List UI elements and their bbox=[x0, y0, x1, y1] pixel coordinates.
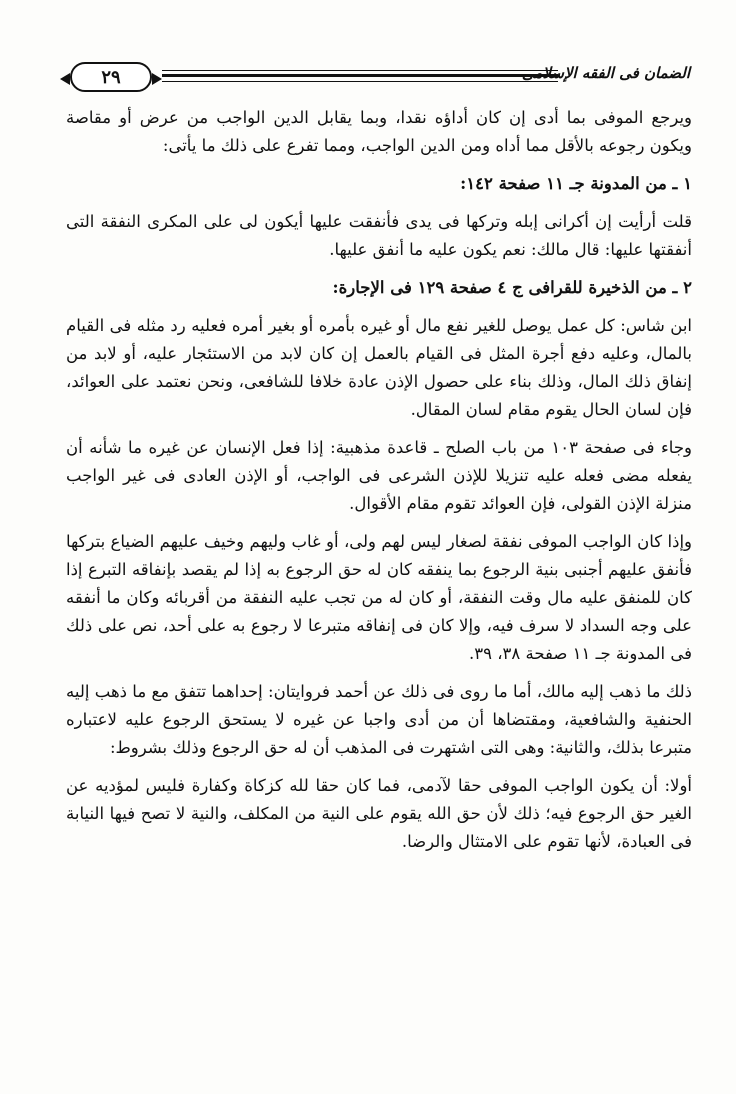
paragraph: وجاء فى صفحة ١٠٣ من باب الصلح ـ قاعدة مذهبية: إذا فعل الإنسان عن غيره ما شأنه أن يفعله مضى فعله عليه تنزيلا للإذن الشرعى فى الواجب، أو الإذن العادى فى غير الواجب منزلة الإذن القولى، فإن العوائد تقوم مقام الأقوال. bbox=[66, 438, 693, 513]
paragraph: ويرجع الموفى بما أدى إن كان أداؤه نقدا، وبما يقابل الدين الواجب من عرض أو مقاصة ويكون رجوعه بالأقل مما أداه ومن الدين الواجب، ومما تفرع على ذلك ما يأتى: bbox=[66, 108, 692, 155]
source-heading: ٢ ـ من الذخيرة للقرافى ج ٤ صفحة ١٢٩ فى الإجارة: bbox=[332, 278, 692, 297]
running-title: الضمان فى الفقه الإسلامى bbox=[521, 64, 690, 82]
page-header bbox=[70, 62, 690, 94]
page-number: ٢٩ bbox=[70, 62, 152, 92]
paragraph: قلت أرأيت إن أكرانى إبله وتركها فى يدى فأنفقت عليها أيكون لى على المكرى النفقة التى أنفقتها عليها: قال مالك: نعم يكون عليه ما أنفق عليها. bbox=[66, 212, 692, 259]
paragraph: أولا: أن يكون الواجب الموفى حقا لآدمى، فما كان حقا لله كزكاة وكفارة فليس لمؤديه عن الغير حق الرجوع فيه؛ ذلك لأن حق الله يقوم على النية من المكلف، والنية لا تصح فيها النيابة فى العبادة، لأنها تقوم على الامتثال والرضا. bbox=[66, 776, 692, 851]
body-text bbox=[66, 104, 692, 856]
header-rule bbox=[162, 70, 558, 86]
paragraph: ابن شاس: كل عمل يوصل للغير نفع مال أو غيره بأمره أو بغير أمره فعليه رد مثله فى القيام بالمال، وعليه دفع أجرة المثل فى القيام بالعمل إن كان لابد من الاستئجار عليه، أو لابد من إنفاق ذلك المال، وذلك بناء على حصول الإذن عادة خلافا للشافعى، ونحن نعتمد على العوائد، فإن لسان الحال يقوم مقام لسان المقال. bbox=[66, 316, 692, 419]
source-heading: ١ ـ من المدونة جـ ١١ صفحة ١٤٢: bbox=[460, 174, 692, 193]
paragraph: وإذا كان الواجب الموفى نفقة لصغار ليس لهم ولى، أو غاب وليهم وخيف عليهم الضياع بتركها فأنفق عليهم أجنبى بنية الرجوع بما ينفقه كان له حق الرجوع به إذا لم يقصد بإنفاقه التبرع إذا كان للمنفق عليه مال وقت النفقة، أو كان له من تجب عليه النفقة من أقربائه وكان ما أنفقه على وجه السداد لا سرف فيه، وإلا كان فى إنفاقه متبرعا لا رجوع به على أحد، نص على ذلك فى المدونة جـ ١١ صفحة ٣٨، ٣٩. bbox=[66, 532, 692, 663]
paragraph: ذلك ما ذهب إليه مالك، أما ما روى فى ذلك عن أحمد فروايتان: إحداهما تتفق مع ما ذهب إليه الحنفية والشافعية، ومقتضاها أن من أدى واجبا عن غيره لا يستحق الرجوع عليه لاعتباره متبرعا بذلك، والثانية: وهى التى اشتهرت فى المذهب أن له حق الرجوع وذلك بشروط: bbox=[66, 682, 692, 757]
